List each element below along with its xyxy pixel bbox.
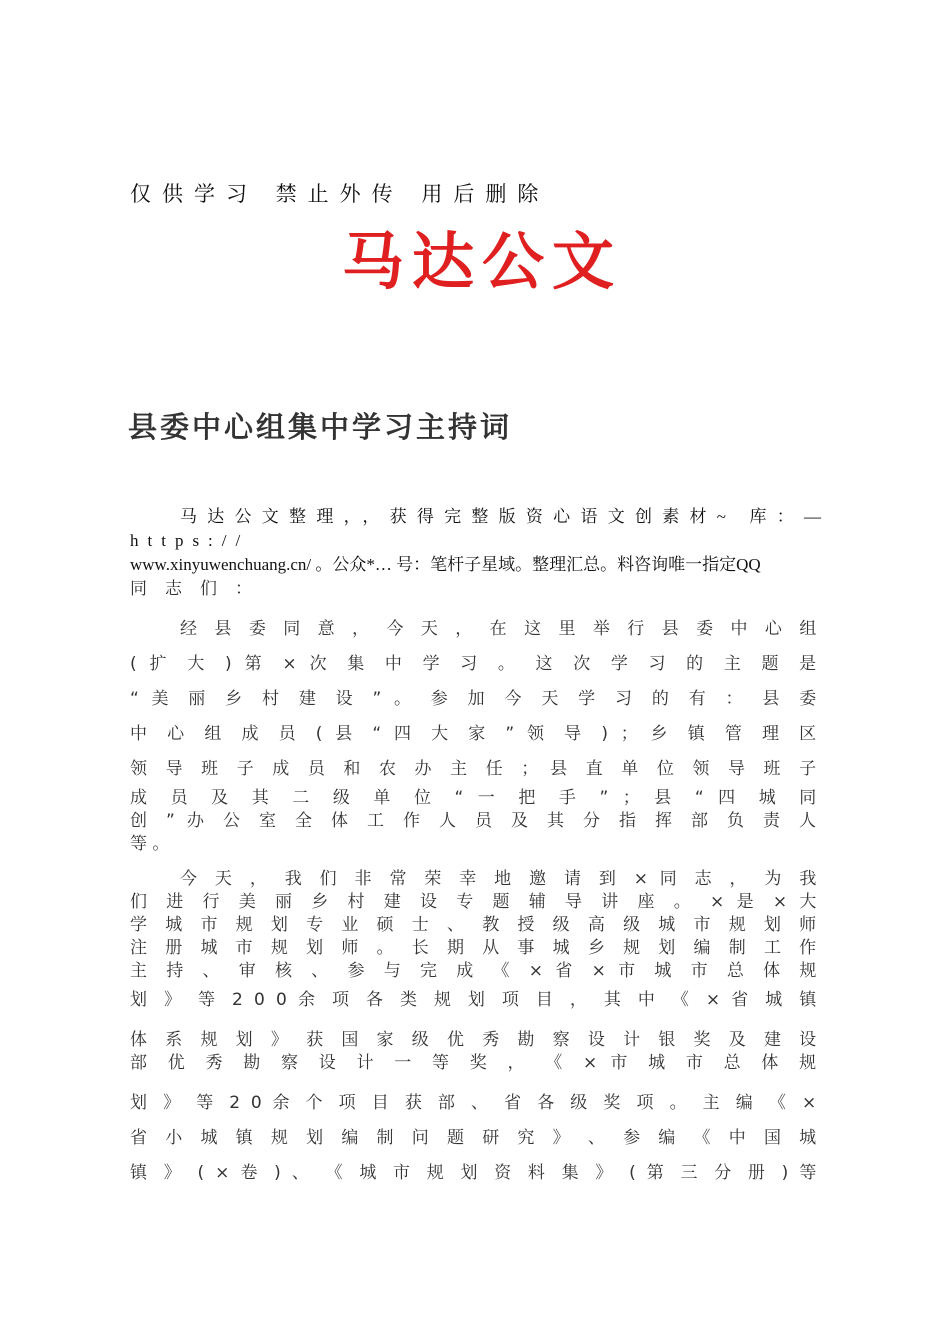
- para2-line: 注 册 城 市 规 划 师 。 长 期 从 事 城 乡 规 划 编 制 工 作: [130, 938, 816, 958]
- source-note: [130, 505, 830, 577]
- source-line-1: 马达公文整理，，获得完整版资心语文创素材~ 库：— https://: [130, 507, 830, 550]
- document-body: [130, 505, 830, 1191]
- para2-line: 省 小 城 镇 规 划 编 制 问 题 研 究 》 、 参 编 《 中 国 城: [130, 1128, 816, 1148]
- para2-line: 镇 》 ( × 卷 ) 、 《 城 市 规 划 资 料 集 》 ( 第 三 分 册 ) 等: [130, 1163, 816, 1183]
- para2-line: 今 天 ， 我 们 非 常 荣 幸 地 邀 请 到 × 同 志 ， 为 我: [180, 869, 816, 889]
- para2-line: 主 持 、 审 核 、 参 与 完 成 《 × 省 × 市 城 市 总 体 规: [130, 961, 816, 981]
- para2-line: 们 进 行 美 丽 乡 村 建 设 专 题 辅 导 讲 座 。 × 是 × 大: [130, 892, 816, 912]
- salutation: 同志们：: [130, 579, 270, 599]
- para1-line: 成 员 及 其 二 级 单 位 “ 一 把 手 ” ； 县 “ 四 城 同: [130, 788, 816, 808]
- para1-line: 领 导 班 子 成 员 和 农 办 主 任 ； 县 直 单 位 领 导 班 子: [130, 759, 816, 779]
- paragraph-2: [130, 868, 830, 1191]
- para2-line: 学 城 市 规 划 专 业 硕 士 、 教 授 级 高 级 城 市 规 划 师: [130, 915, 816, 935]
- usage-notice: 仅供学习 禁止外传 用后删除: [130, 182, 550, 206]
- para2-line: 体 系 规 划 》 获 国 家 级 优 秀 勘 察 设 计 银 奖 及 建 设: [130, 1030, 816, 1050]
- paragraph-1: [130, 612, 830, 856]
- para1-line: 经 县 委 同 意 ， 今 天 ， 在 这 里 举 行 县 委 中 心 组: [180, 619, 816, 639]
- para1-line: ( 扩 大 ) 第 × 次 集 中 学 习 。 这 次 学 习 的 主 题 是: [130, 654, 816, 674]
- para1-line: 创 ” 办 公 室 全 体 工 作 人 员 及 其 分 指 挥 部 负 责 人: [130, 811, 816, 831]
- para2-line: 部 优 秀 勘 察 设 计 一 等 奖 ， 《 × 市 城 市 总 体 规: [130, 1053, 816, 1073]
- para1-line: 中 心 组 成 员 ( 县 “ 四 大 家 ” 领 导 ) ； 乡 镇 管 理 区: [130, 724, 816, 744]
- source-line-2: www.xinyuwenchuang.cn/ 。公众*… 号：笔杆子星域。整理汇总。料咨询唯一指定QQ: [130, 555, 761, 574]
- document-title: 县委中心组集中学习主持词: [128, 410, 513, 444]
- para1-line: “ 美 丽 乡 村 建 设 ” 。 参 加 今 天 学 习 的 有 ： 县 委: [130, 689, 816, 709]
- brand-logo-text: 马达公文: [342, 225, 623, 298]
- para2-line: 划 》 等 2 0 0 余 项 各 类 规 划 项 目 ， 其 中 《 × 省 城 镇: [130, 990, 816, 1010]
- para2-line: 划 》 等 2 0 余 个 项 目 获 部 、 省 各 级 奖 项 。 主 编 《 ×: [130, 1093, 816, 1113]
- para1-line: 等 。: [130, 834, 170, 854]
